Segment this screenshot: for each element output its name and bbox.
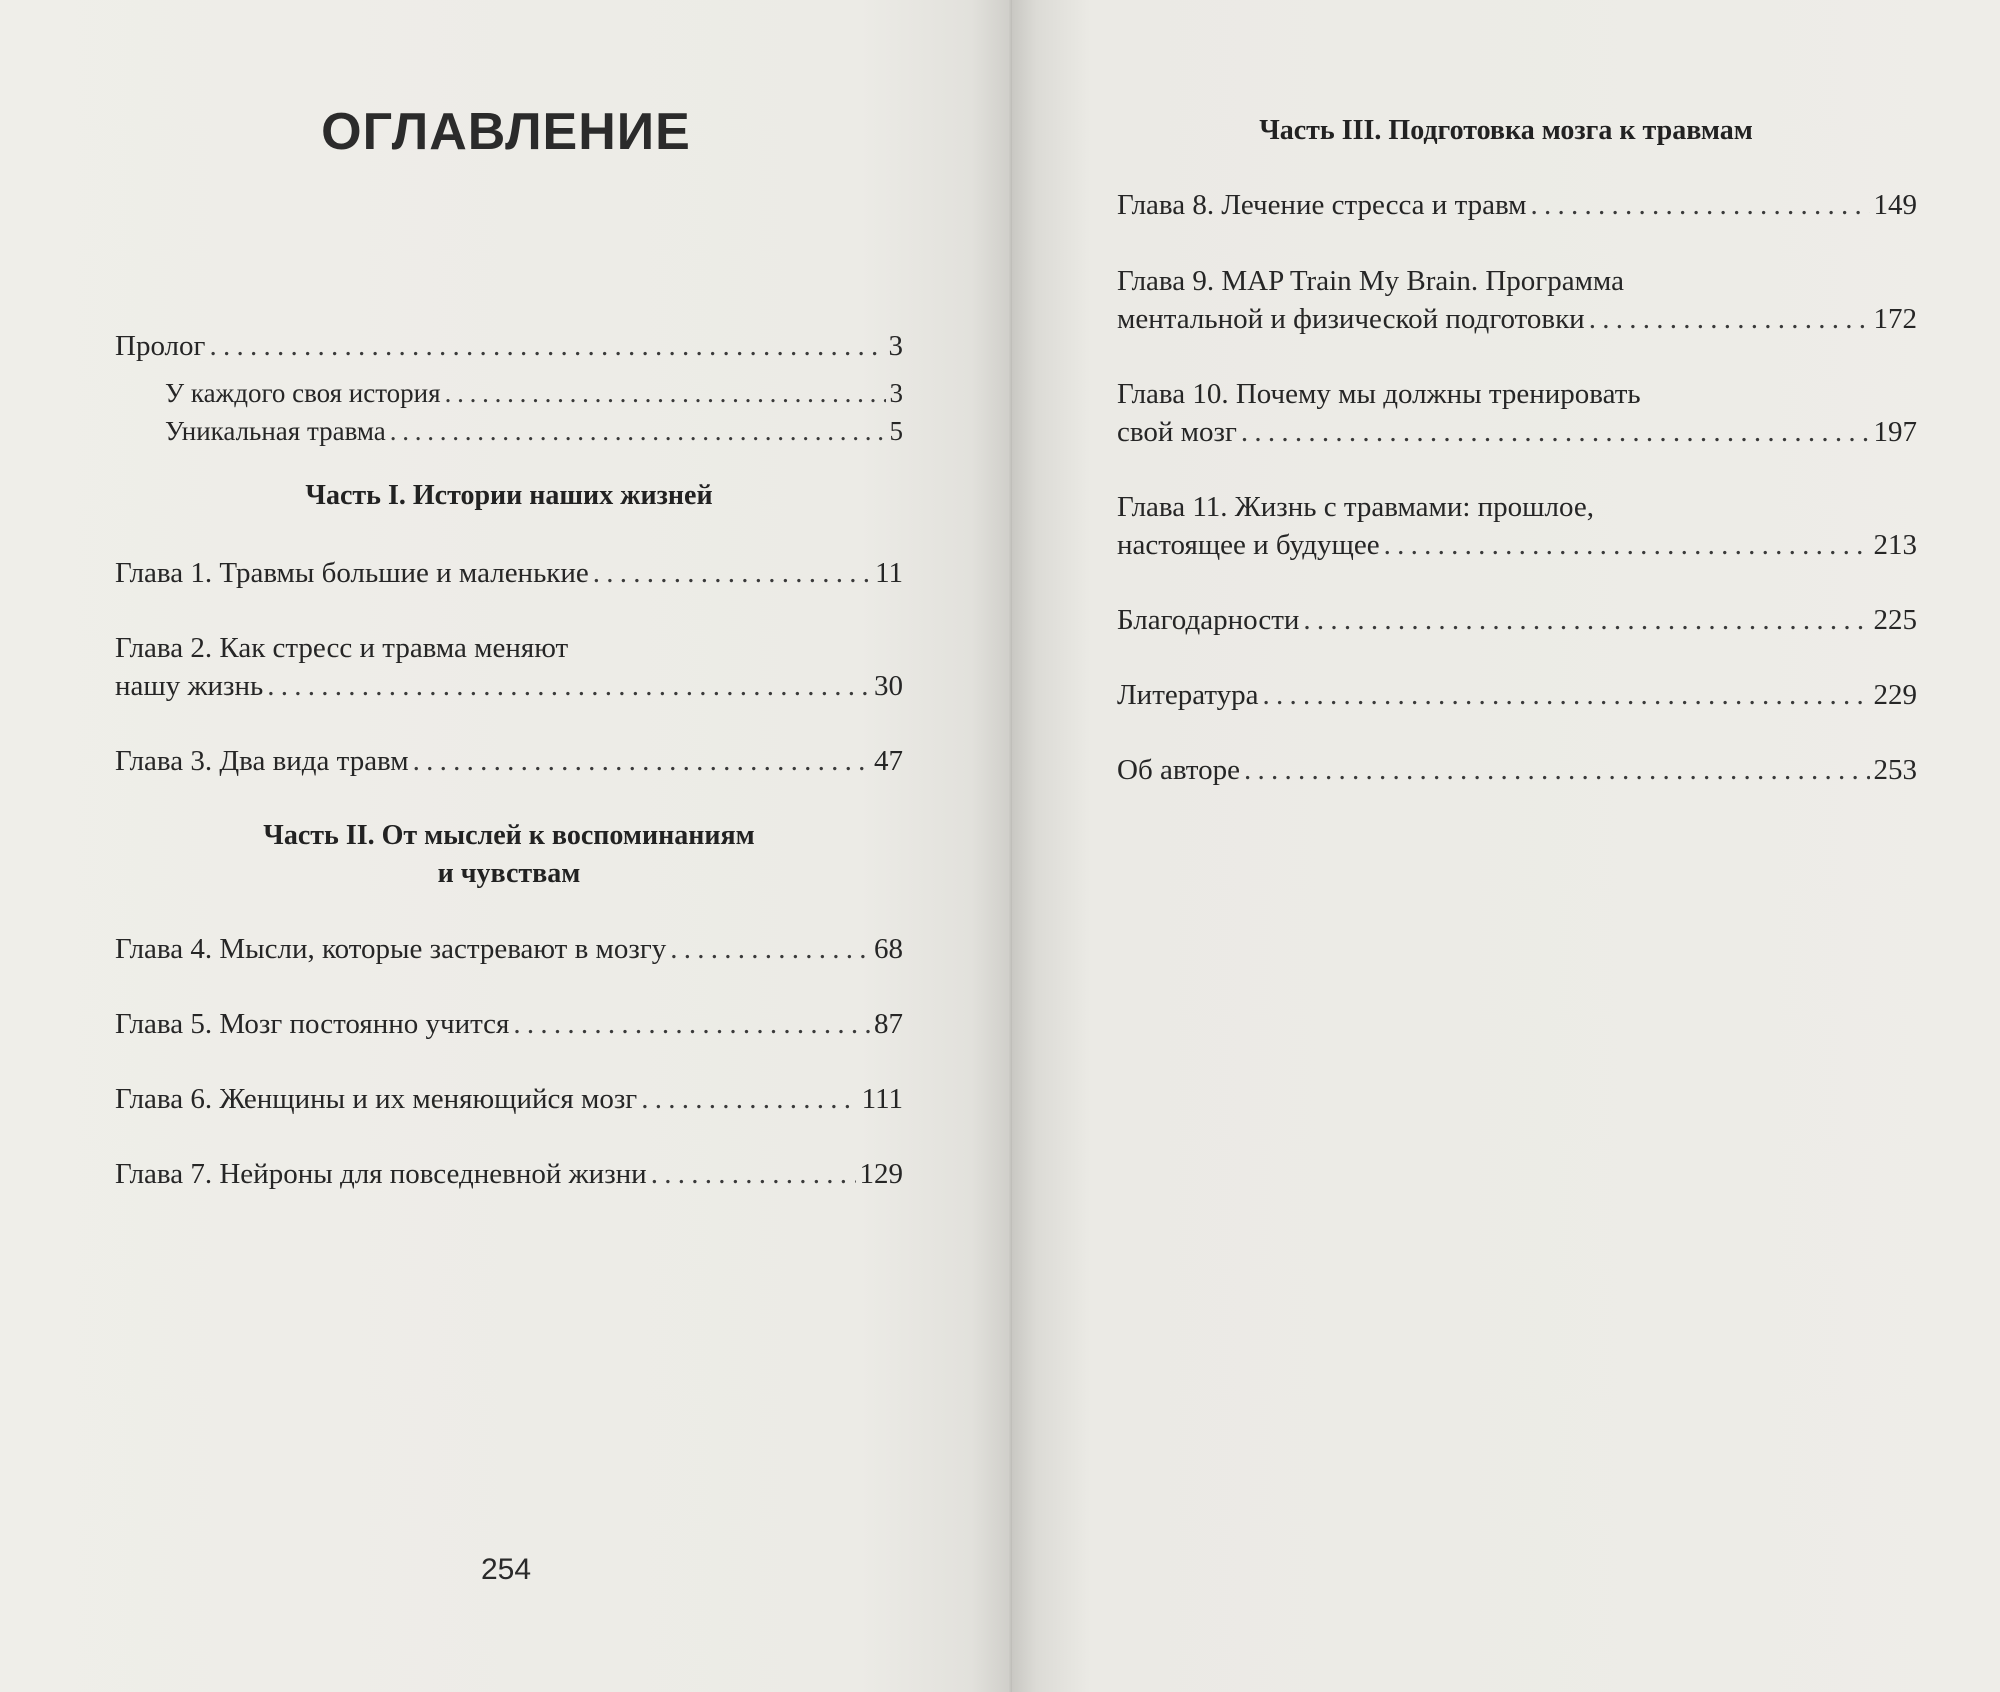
dot-leader bbox=[390, 412, 886, 450]
entry-page: 225 bbox=[1873, 604, 1917, 636]
toc-entry-chapter-6 bbox=[115, 1080, 903, 1118]
entry-page: 111 bbox=[861, 1083, 903, 1115]
entry-page: 253 bbox=[1873, 754, 1917, 786]
toc-entry-literature bbox=[1117, 676, 1917, 714]
entry-label-line1: Глава 2. Как стресс и травма меняют bbox=[115, 632, 569, 664]
dot-leader bbox=[1241, 413, 1870, 451]
entry-label: Глава 5. Мозг постоянно учится bbox=[115, 1008, 510, 1040]
toc-subentry-unique-trauma bbox=[165, 412, 903, 450]
dot-leader bbox=[1303, 601, 1869, 639]
entry-label: У каждого своя история bbox=[165, 378, 441, 408]
dot-leader bbox=[651, 1155, 856, 1193]
entry-label-line1: Глава 11. Жизнь с травмами: прошлое, bbox=[1117, 491, 1594, 523]
dot-leader bbox=[1263, 676, 1870, 714]
entry-page: 197 bbox=[1873, 416, 1917, 448]
part-heading-2-line2: и чувствам bbox=[437, 858, 581, 889]
dot-leader bbox=[513, 1005, 870, 1043]
toc-entry-chapter-9 bbox=[1117, 262, 1917, 338]
entry-label: Глава 3. Два вида травм bbox=[115, 745, 409, 777]
part-heading-2 bbox=[115, 817, 903, 893]
entry-page: 30 bbox=[874, 670, 903, 702]
dot-leader bbox=[209, 327, 884, 365]
page-number: 254 bbox=[480, 1553, 532, 1586]
entry-page: 3 bbox=[889, 378, 903, 408]
dot-leader bbox=[445, 374, 886, 412]
part-heading-2-line1: Часть II. От мыслей к воспоминаниям bbox=[263, 820, 755, 851]
entry-page: 47 bbox=[874, 745, 903, 777]
dot-leader bbox=[670, 930, 870, 968]
entry-label-line1: Глава 9. MAP Train My Brain. Программа bbox=[1117, 265, 1624, 297]
toc-entry-chapter-11 bbox=[1117, 488, 1917, 564]
entry-page: 3 bbox=[888, 330, 903, 362]
dot-leader bbox=[1589, 300, 1870, 338]
entry-page: 11 bbox=[875, 557, 903, 589]
entry-page: 5 bbox=[889, 416, 903, 446]
toc-entry-about-author bbox=[1117, 751, 1917, 789]
toc-entry-chapter-4 bbox=[115, 930, 903, 968]
dot-leader bbox=[267, 667, 870, 705]
entry-page: 129 bbox=[859, 1158, 903, 1190]
entry-label-line2: настоящее и будущее bbox=[1117, 529, 1380, 561]
entry-label: Глава 8. Лечение стресса и травм bbox=[1117, 189, 1527, 221]
dot-leader bbox=[413, 742, 870, 780]
toc-entry-chapter-10 bbox=[1117, 375, 1917, 451]
entry-label: Пролог bbox=[115, 330, 206, 362]
toc-entry-acknowledgements bbox=[1117, 601, 1917, 639]
entry-label-line2: свой мозг bbox=[1117, 416, 1237, 448]
toc-subentry-story bbox=[165, 374, 903, 412]
dot-leader bbox=[641, 1080, 857, 1118]
entry-label: Глава 7. Нейроны для повседневной жизни bbox=[115, 1158, 647, 1190]
entry-label: Глава 6. Женщины и их меняющийся мозг bbox=[115, 1083, 638, 1115]
entry-label: Уникальная травма bbox=[165, 416, 386, 446]
dot-leader bbox=[593, 554, 871, 592]
entry-page: 213 bbox=[1873, 529, 1917, 561]
entry-page: 68 bbox=[874, 933, 903, 965]
dot-leader bbox=[1531, 186, 1870, 224]
entry-label-line1: Глава 10. Почему мы должны тренировать bbox=[1117, 378, 1641, 410]
part-heading-1: Часть I. Истории наших жизней bbox=[305, 480, 713, 511]
dot-leader bbox=[1384, 526, 1870, 564]
part-heading-3: Часть III. Подготовка мозга к травмам bbox=[1259, 115, 1753, 146]
entry-label: Благодарности bbox=[1117, 604, 1300, 636]
toc-entry-chapter-8 bbox=[1117, 186, 1917, 224]
page-title: ОГЛАВЛЕНИЕ bbox=[321, 103, 691, 161]
toc-entry-chapter-7 bbox=[115, 1155, 903, 1193]
entry-label: Глава 4. Мысли, которые застревают в мозгу bbox=[115, 933, 667, 965]
entry-label-line2: ментальной и физической подготовки bbox=[1117, 303, 1585, 335]
entry-page: 87 bbox=[874, 1008, 903, 1040]
entry-page: 229 bbox=[1873, 679, 1917, 711]
toc-entry-chapter-1 bbox=[115, 554, 903, 592]
toc-entry-chapter-5 bbox=[115, 1005, 903, 1043]
entry-label: Литература bbox=[1117, 679, 1259, 711]
toc-entry-prologue bbox=[115, 327, 903, 365]
dot-leader bbox=[1244, 751, 1870, 789]
toc-entry-chapter-2 bbox=[115, 629, 903, 705]
entry-label: Глава 1. Травмы большие и маленькие bbox=[115, 557, 589, 589]
entry-page: 149 bbox=[1873, 189, 1917, 221]
entry-page: 172 bbox=[1873, 303, 1917, 335]
right-page bbox=[1012, 0, 2000, 1692]
entry-label: Об авторе bbox=[1117, 754, 1240, 786]
toc-entry-chapter-3 bbox=[115, 742, 903, 780]
entry-label-line2: нашу жизнь bbox=[115, 670, 264, 702]
